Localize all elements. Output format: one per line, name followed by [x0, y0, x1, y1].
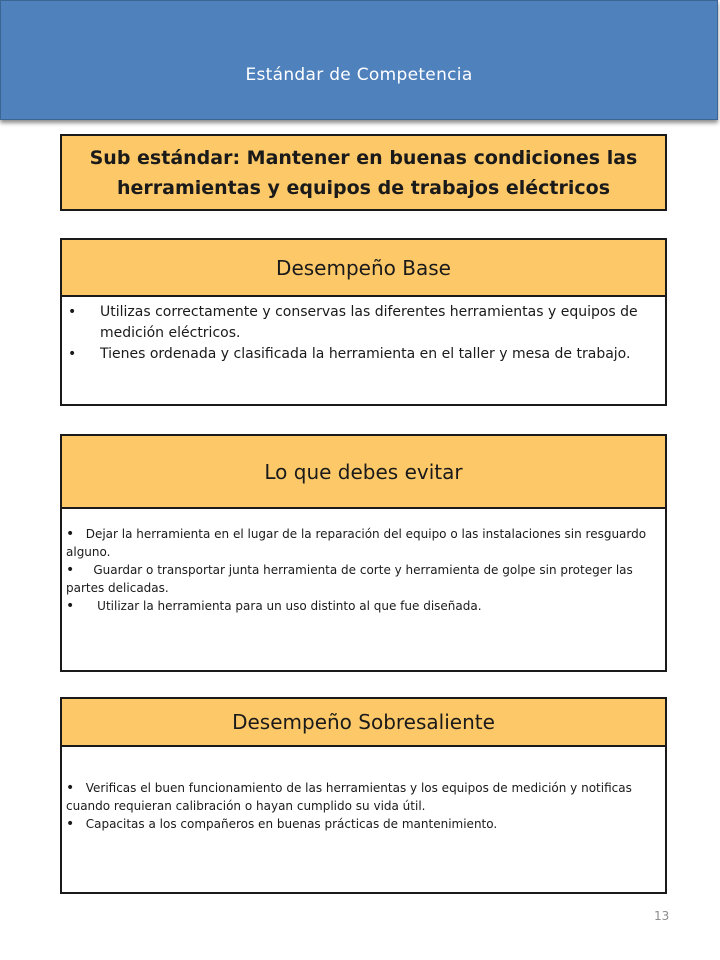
- list-item: • Utilizas correctamente y conservas las diferentes herramientas y equipos de medición eléctricos.: [62, 302, 665, 344]
- bullet-icon: •: [66, 598, 75, 614]
- bullet-icon: •: [66, 816, 75, 832]
- avoid-list: [62, 509, 665, 615]
- list-item-text: Guardar o transportar junta herramienta de corte y herramienta de golpe sin proteger las partes delicadas.: [66, 563, 633, 595]
- outstanding-list: [62, 747, 665, 833]
- list-item: [62, 597, 665, 615]
- outstanding-section: [60, 697, 667, 894]
- bullet-icon: •: [66, 780, 75, 796]
- list-item-text: Utilizar la herramienta para un uso distinto al que fue diseñada.: [97, 599, 482, 613]
- list-item: [62, 779, 665, 815]
- header-banner: [0, 0, 718, 120]
- list-item: [62, 561, 665, 597]
- list-item: • Tienes ordenada y clasificada la herramienta en el taller y mesa de trabajo.: [62, 344, 665, 365]
- list-item-text: Verificas el buen funcionamiento de las herramientas y los equipos de medición y notificas cuando requieran calibración o hayan cumplido su vida útil.: [66, 781, 632, 813]
- list-item-text: Dejar la herramienta en el lugar de la reparación del equipo o las instalaciones sin resguardo alguno.: [66, 527, 647, 559]
- base-performance-section: [60, 238, 667, 406]
- page-title: Estándar de Competencia: [245, 65, 473, 85]
- bullet-icon: •: [66, 526, 75, 542]
- outstanding-title: Desempeño Sobresaliente: [62, 699, 665, 747]
- list-item-text: Capacitas a los compañeros en buenas prácticas de mantenimiento.: [85, 817, 498, 831]
- page-number: 13: [654, 909, 670, 923]
- list-item: [62, 525, 665, 561]
- base-performance-title: Desempeño Base: [62, 240, 665, 297]
- sub-standard-box: [60, 134, 667, 211]
- avoid-title: Lo que debes evitar: [62, 436, 665, 509]
- sub-standard-text: Sub estándar: Mantener en buenas condiciones las herramientas y equipos de trabajos eléctricos: [89, 146, 638, 199]
- bullet-icon: •: [66, 562, 75, 578]
- list-item: [62, 815, 665, 833]
- base-performance-list: [62, 297, 665, 365]
- avoid-section: [60, 434, 667, 672]
